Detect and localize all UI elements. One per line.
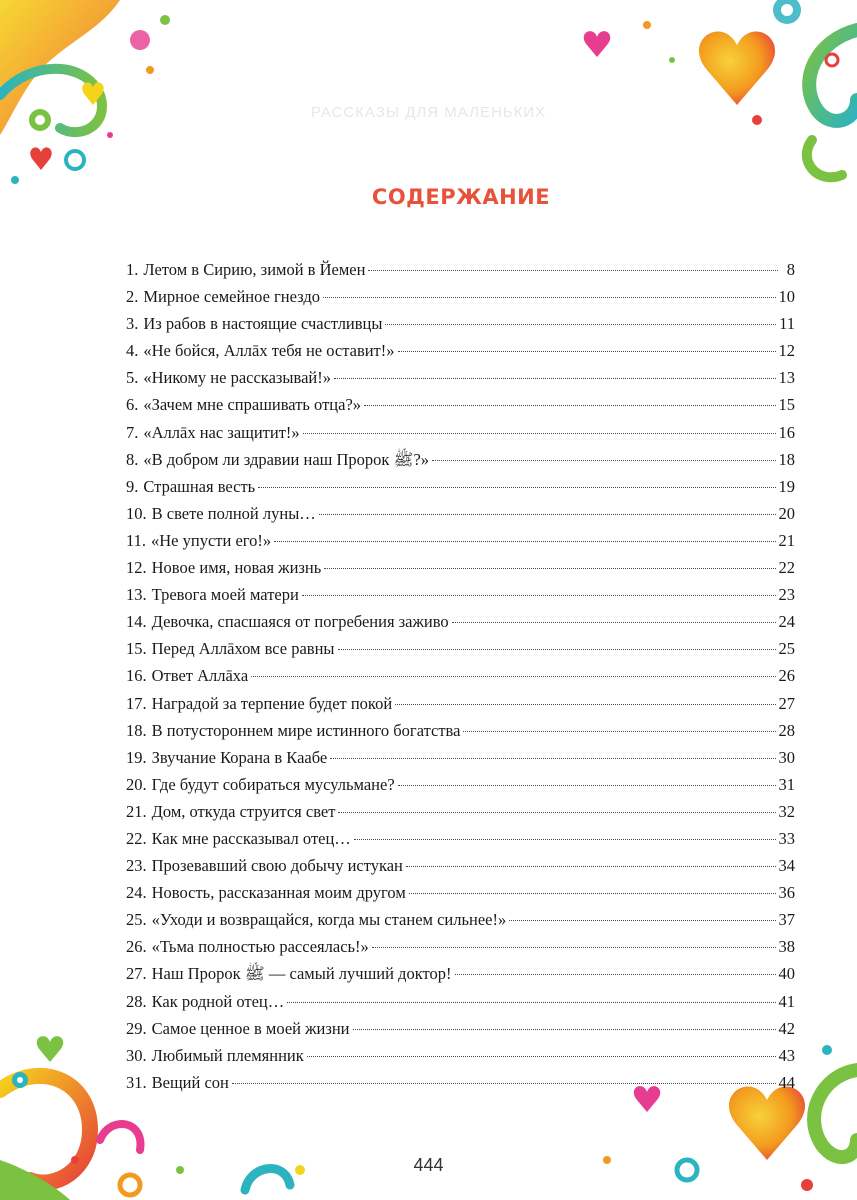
toc-entry-page: 10 <box>778 287 795 307</box>
toc-entry-number: 3. <box>126 314 139 334</box>
toc-entry-title: Наградой за терпение будет покой <box>151 693 393 713</box>
toc-entry-page: 37 <box>778 910 795 930</box>
toc-entry-page: 19 <box>778 476 795 496</box>
toc-entry-title: Летом в Сирию, зимой в Йемен <box>143 260 366 279</box>
toc-entry-page: 30 <box>778 747 795 767</box>
toc-entry-number: 2. <box>126 287 139 307</box>
toc-entry-number: 17. <box>126 693 147 713</box>
dot-leader <box>302 595 776 596</box>
toc-entry[interactable] <box>126 364 795 391</box>
toc-entry-number: 12. <box>126 558 147 578</box>
toc-entry-title: «Тьма полностью рассеялась!» <box>151 937 369 957</box>
toc-entry-title: Ответ Аллāха <box>151 666 249 686</box>
toc-entry[interactable] <box>126 500 795 527</box>
toc-entry[interactable] <box>126 635 795 662</box>
toc-entry-title: Девочка, спасшаяся от погребения заживо <box>151 612 449 632</box>
toc-entry-page: 33 <box>778 828 795 848</box>
toc-entry-number: 11. <box>126 530 147 550</box>
running-head: РАССКАЗЫ ДЛЯ МАЛЕНЬКИХ <box>310 104 547 121</box>
toc-entry-title: В потустороннем мире истинного богатства <box>151 720 461 740</box>
toc-entry-page: 11 <box>779 314 795 334</box>
toc-entry-number: 8. <box>126 449 139 469</box>
toc-entry[interactable] <box>126 527 795 554</box>
dot-leader <box>406 866 776 867</box>
dot-leader <box>432 460 775 461</box>
toc-entry[interactable] <box>126 771 795 798</box>
dot-leader <box>287 1002 775 1003</box>
toc-entry-number: 18. <box>126 720 147 740</box>
dot-leader <box>338 812 775 813</box>
dot-leader <box>338 649 776 650</box>
toc-entry-title: Наш Пророк ﷺ — самый лучший доктор! <box>151 964 452 984</box>
toc-entry[interactable] <box>126 798 795 825</box>
toc-entry-page: 36 <box>778 883 795 903</box>
dot-leader <box>307 1056 776 1057</box>
top-left-ornament <box>0 0 200 200</box>
toc-entry-page: 44 <box>778 1072 795 1092</box>
toc-entry-title: Как родной отец… <box>151 991 285 1011</box>
toc-entry-number: 19. <box>126 747 147 767</box>
dot-leader <box>354 839 776 840</box>
toc-entry-page: 31 <box>778 774 795 794</box>
toc-entry-page: 25 <box>778 639 795 659</box>
toc-entry-title: Страшная весть <box>143 476 256 496</box>
toc-entry-number: 4. <box>126 341 139 361</box>
toc-entry[interactable] <box>126 960 795 987</box>
toc-entry[interactable] <box>126 690 795 717</box>
dot-leader <box>274 541 775 542</box>
toc-entry[interactable] <box>126 717 795 744</box>
toc-entry[interactable] <box>126 825 795 852</box>
dot-leader <box>398 351 776 352</box>
dot-leader <box>395 704 775 705</box>
toc-entry-number: 24. <box>126 883 147 903</box>
dot-leader <box>364 405 775 406</box>
toc-entry-number: 10. <box>126 503 147 523</box>
toc-entry-title: «Аллāх нас защитит!» <box>143 422 300 442</box>
toc-entry-page: 20 <box>778 503 795 523</box>
toc-entry-number: 27. <box>126 964 147 984</box>
toc-entry-page: 26 <box>778 666 795 686</box>
toc-entry-page: 43 <box>778 1045 795 1065</box>
toc-entry[interactable] <box>126 662 795 689</box>
toc-entry-title: Вещий сон <box>151 1072 229 1092</box>
dot-leader <box>452 622 776 623</box>
toc-entry[interactable] <box>126 988 795 1015</box>
toc-entry-page: 22 <box>778 558 795 578</box>
top-right-ornament <box>557 0 857 200</box>
toc-entry-title: Где будут собираться мусульмане? <box>151 774 395 794</box>
dot-leader <box>319 514 776 515</box>
toc-entry[interactable] <box>126 581 795 608</box>
toc-entry-number: 13. <box>126 585 147 605</box>
dot-leader <box>251 676 775 677</box>
toc-entry-title: «Зачем мне спрашивать отца?» <box>143 395 362 415</box>
toc-entry-title: Перед Аллāхом все равны <box>151 639 335 659</box>
toc-entry-page: 27 <box>778 693 795 713</box>
toc-entry-number: 1. <box>126 260 139 279</box>
toc-entry-title: Звучание Корана в Каабе <box>151 747 328 767</box>
toc-entry[interactable] <box>126 283 795 310</box>
toc-entry-title: Самое ценное в моей жизни <box>151 1018 350 1038</box>
toc-entry-page: 38 <box>778 937 795 957</box>
toc-entry-title: «Уходи и возвращайся, когда мы станем сильнее!» <box>151 910 507 930</box>
toc-entry[interactable] <box>126 256 795 283</box>
dot-leader <box>385 324 776 325</box>
toc-entry[interactable] <box>126 419 795 446</box>
toc-entry-number: 20. <box>126 774 147 794</box>
toc-entry-title: Любимый племянник <box>151 1045 304 1065</box>
toc-entry[interactable] <box>126 906 795 933</box>
toc-entry-title: Прозевавший свою добычу истукан <box>151 856 403 876</box>
toc-entry-number: 7. <box>126 422 139 442</box>
toc-entry-number: 25. <box>126 910 147 930</box>
dot-leader <box>398 785 776 786</box>
toc-entry[interactable] <box>126 933 795 960</box>
toc-entry-number: 23. <box>126 856 147 876</box>
toc-title: СОДЕРЖАНИЕ <box>371 185 551 209</box>
dot-leader <box>258 487 775 488</box>
toc-entry-number: 30. <box>126 1045 147 1065</box>
toc-entry[interactable] <box>126 608 795 635</box>
toc-entry-number: 28. <box>126 991 147 1011</box>
toc-entry[interactable] <box>126 1042 795 1069</box>
toc-entry-number: 21. <box>126 801 147 821</box>
toc-entry-number: 14. <box>126 612 147 632</box>
toc-entry-number: 26. <box>126 937 147 957</box>
toc-entry[interactable] <box>126 1069 795 1096</box>
toc-entry[interactable] <box>126 852 795 879</box>
toc-entry-title: «Не бойся, Аллāх тебя не оставит!» <box>143 341 395 361</box>
toc-entry-page: 41 <box>778 991 795 1011</box>
toc-entry-title: Новое имя, новая жизнь <box>151 558 322 578</box>
toc-entry-title: «Никому не рассказывай!» <box>143 368 331 388</box>
toc-entry-number: 29. <box>126 1018 147 1038</box>
toc-entry-page: 40 <box>778 964 795 984</box>
toc-entry-page: 24 <box>778 612 795 632</box>
toc-entry[interactable] <box>126 337 795 364</box>
toc-entry-page: 13 <box>778 368 795 388</box>
toc-entry-title: «Не упусти его!» <box>151 530 272 550</box>
toc-entry-page: 32 <box>778 801 795 821</box>
toc-entry-title: «В добром ли здравии наш Пророк ﷺ?» <box>143 449 430 469</box>
toc-entry[interactable] <box>126 473 795 500</box>
toc-entry-number: 5. <box>126 368 139 388</box>
toc-entry-page: 12 <box>778 341 795 361</box>
toc-entry-number: 31. <box>126 1072 147 1092</box>
toc-entry-page: 23 <box>778 585 795 605</box>
dot-leader <box>324 568 775 569</box>
dot-leader <box>232 1083 776 1084</box>
toc-entry-number: 9. <box>126 476 139 496</box>
toc-entry-number: 6. <box>126 395 139 415</box>
toc-entry[interactable] <box>126 554 795 581</box>
toc-entry-title: Из рабов в настоящие счастливцы <box>143 314 383 334</box>
toc-entry[interactable] <box>126 310 795 337</box>
dot-leader <box>330 758 775 759</box>
dot-leader <box>303 433 776 434</box>
toc-entry-page: 28 <box>778 720 795 740</box>
toc-entry-page: 42 <box>778 1018 795 1038</box>
toc-list <box>126 256 795 1096</box>
dot-leader <box>368 270 778 271</box>
toc-entry-title: В свете полной луны… <box>151 503 316 523</box>
toc-entry-page: 34 <box>778 856 795 876</box>
toc-entry-number: 22. <box>126 828 147 848</box>
dot-leader <box>372 947 776 948</box>
dot-leader <box>409 893 776 894</box>
dot-leader <box>323 297 775 298</box>
dot-leader <box>334 378 776 379</box>
toc-entry-title: Мирное семейное гнездо <box>143 287 321 307</box>
toc-entry-number: 16. <box>126 666 147 686</box>
toc-entry-number: 15. <box>126 639 147 659</box>
dot-leader <box>463 731 775 732</box>
dot-leader <box>455 974 776 975</box>
toc-entry-title: Как мне рассказывал отец… <box>151 828 351 848</box>
dot-leader <box>509 920 775 921</box>
toc-entry-page: 16 <box>778 422 795 442</box>
page-number: 444 <box>413 1155 444 1175</box>
toc-entry[interactable] <box>126 744 795 771</box>
dot-leader <box>353 1029 776 1030</box>
toc-entry-page: 15 <box>778 395 795 415</box>
toc-entry[interactable] <box>126 1015 795 1042</box>
toc-entry-page: 8 <box>786 260 795 279</box>
toc-entry-title: Новость, рассказанная моим другом <box>151 883 406 903</box>
toc-entry-page: 18 <box>778 449 795 469</box>
toc-entry-title: Тревога моей матери <box>151 585 299 605</box>
toc-entry[interactable] <box>126 391 795 418</box>
toc-entry[interactable] <box>126 446 795 473</box>
toc-entry[interactable] <box>126 879 795 906</box>
toc-entry-title: Дом, откуда струится свет <box>151 801 336 821</box>
toc-entry-page: 21 <box>778 530 795 550</box>
